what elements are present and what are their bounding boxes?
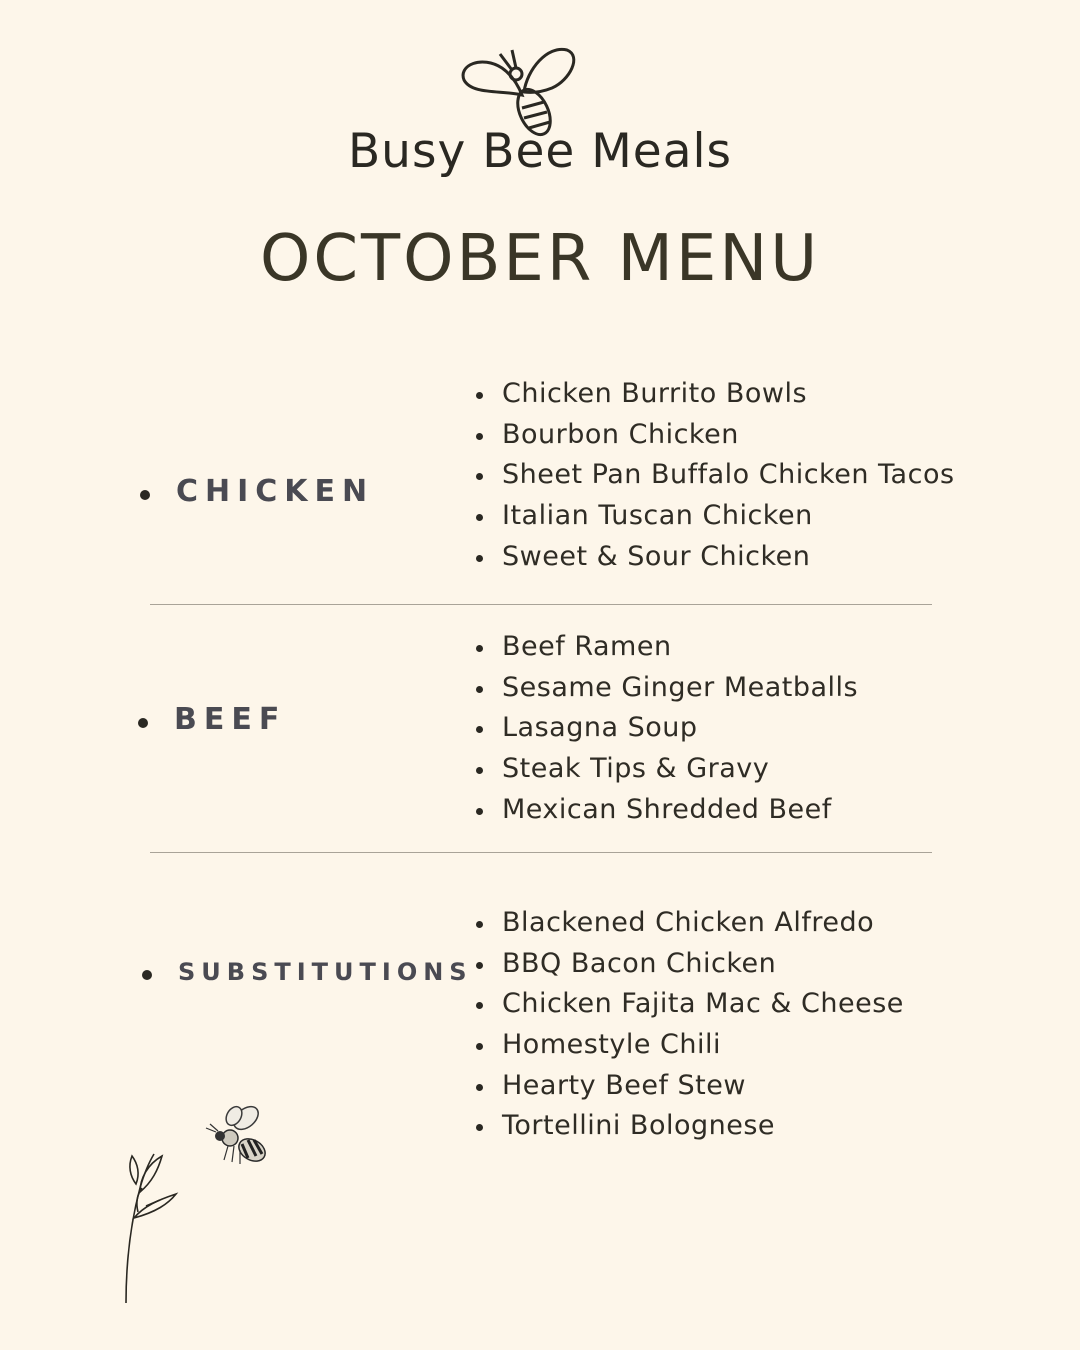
list-item: Chicken Fajita Mac & Cheese [502, 984, 904, 1025]
list-item: Beef Ramen [502, 627, 858, 668]
brand-logo [0, 36, 1080, 186]
list-item: Lasagna Soup [502, 708, 858, 749]
category-chicken: CHICKEN [176, 474, 375, 509]
bee-illustration-icon [196, 1098, 276, 1178]
list-item: Steak Tips & Gravy [502, 749, 858, 790]
page-title: OCTOBER MENU [259, 222, 821, 296]
beef-item-list [502, 627, 858, 830]
list-item: BBQ Bacon Chicken [502, 944, 904, 985]
list-item: Sheet Pan Buffalo Chicken Tacos [502, 455, 955, 496]
list-item: Bourbon Chicken [502, 415, 955, 456]
list-item: Tortellini Bolognese [502, 1106, 904, 1147]
chicken-item-list [502, 374, 955, 577]
brand-name: Busy Bee Meals [347, 124, 733, 179]
substitutions-item-list [502, 903, 904, 1147]
list-item: Homestyle Chili [502, 1025, 904, 1066]
list-item: Blackened Chicken Alfredo [502, 903, 904, 944]
plant-sprig-icon [118, 1148, 188, 1308]
list-item: Mexican Shredded Beef [502, 790, 858, 831]
category-substitutions: SUBSTITUTIONS [178, 958, 473, 986]
section-divider [150, 852, 932, 853]
list-item: Italian Tuscan Chicken [502, 496, 955, 537]
list-item: Sesame Ginger Meatballs [502, 668, 858, 709]
list-item: Sweet & Sour Chicken [502, 537, 955, 578]
category-beef: BEEF [174, 702, 287, 737]
list-item: Hearty Beef Stew [502, 1066, 904, 1107]
section-divider [150, 604, 932, 605]
list-item: Chicken Burrito Bowls [502, 374, 955, 415]
